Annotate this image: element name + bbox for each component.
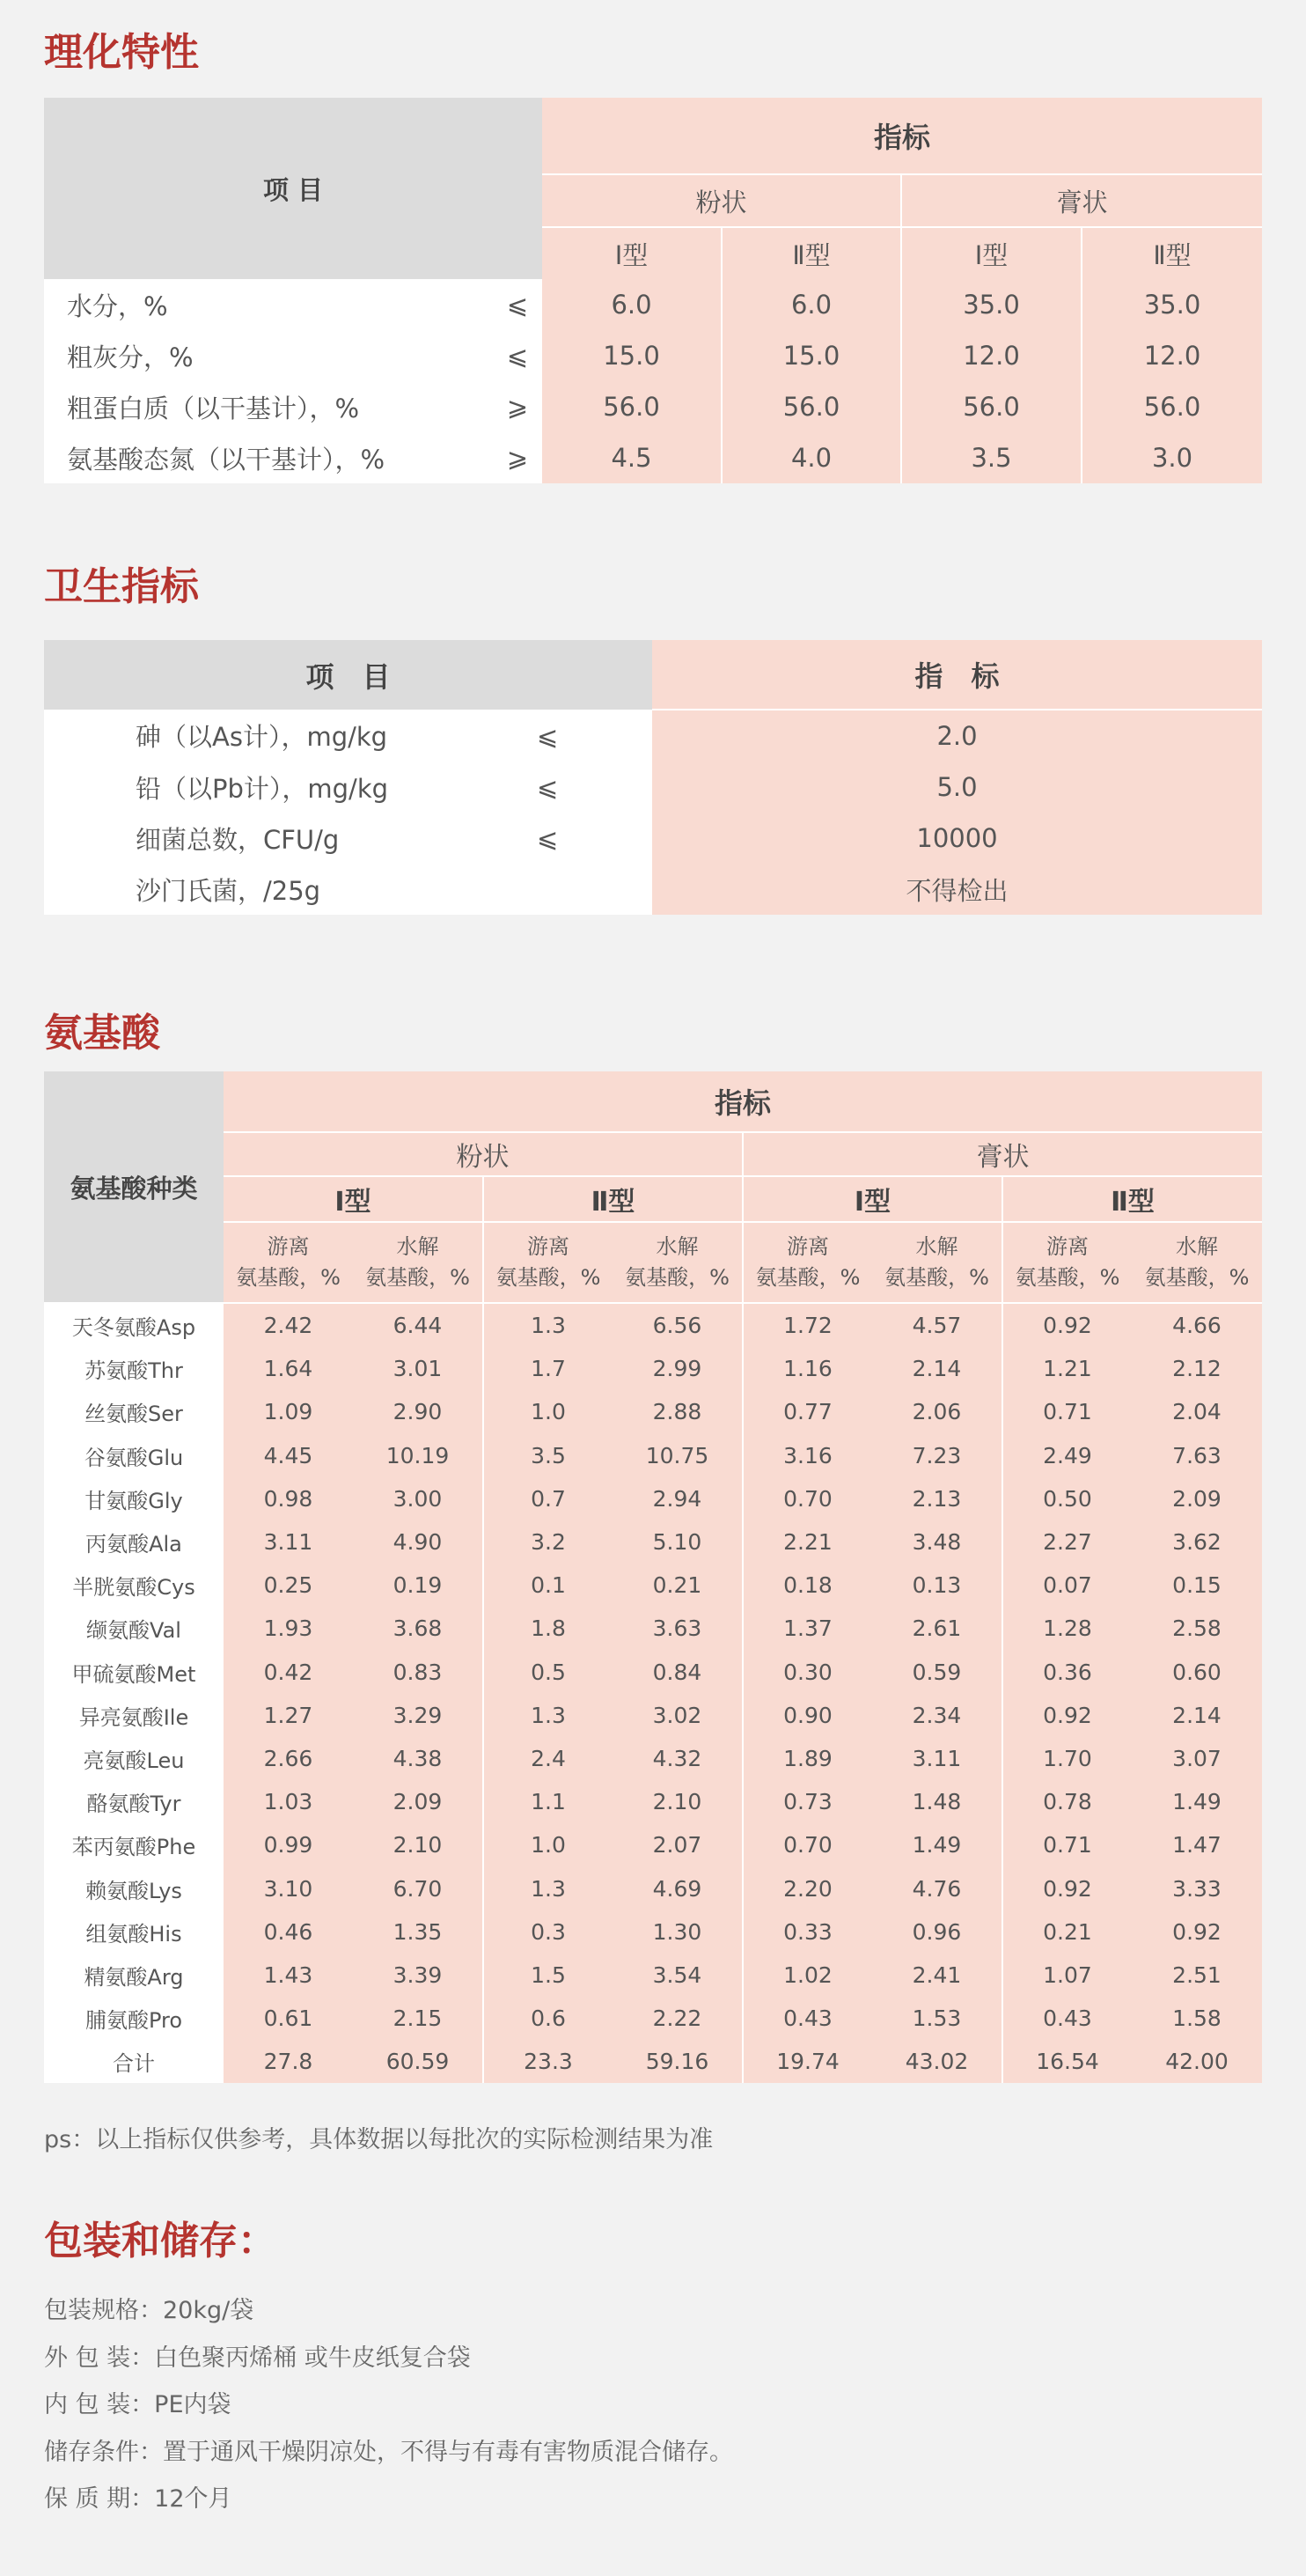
cell-value: 0.70 <box>743 1823 872 1866</box>
cell-value: 1.49 <box>1132 1780 1262 1823</box>
cell-value: 0.33 <box>743 1910 872 1954</box>
cell-value: 0.84 <box>613 1651 743 1694</box>
cell-value: 2.34 <box>872 1694 1002 1737</box>
table-row <box>44 432 1262 483</box>
row-operator <box>537 864 652 915</box>
cell-value: 3.10 <box>224 1866 353 1910</box>
cell-value: 3.11 <box>872 1737 1002 1780</box>
t1-type-header: Ⅰ型 <box>901 227 1082 279</box>
cell-value: 3.54 <box>613 1954 743 1997</box>
cell-value: 2.42 <box>224 1303 353 1347</box>
amino-acid-name: 半胱氨酸Cys <box>44 1564 224 1607</box>
cell-value: 1.70 <box>1002 1737 1132 1780</box>
t3-hydrolyzed-header <box>613 1222 743 1303</box>
amino-acid-name: 苏氨酸Thr <box>44 1347 224 1390</box>
cell-value: 12.0 <box>901 330 1082 381</box>
t2-indicator-header: 指 标 <box>652 640 1262 710</box>
cell-value: 7.63 <box>1132 1434 1262 1477</box>
section-title-physchem: 理化特性 <box>44 30 199 75</box>
cell-value: 3.5 <box>901 432 1082 483</box>
cell-value: 1.64 <box>224 1347 353 1390</box>
table-row <box>44 1780 1262 1823</box>
cell-value: 0.71 <box>1002 1823 1132 1866</box>
cell-value: 4.69 <box>613 1866 743 1910</box>
row-label: 砷（以As计），mg/kg <box>44 710 537 762</box>
header-line: 氨基酸，% <box>1015 1265 1120 1290</box>
amino-acid-name: 苯丙氨酸Phe <box>44 1823 224 1866</box>
cell-value: 6.0 <box>542 279 722 330</box>
cell-value: 56.0 <box>1082 381 1262 432</box>
t3-subheader-row <box>44 1222 1262 1303</box>
cell-value: 0.99 <box>224 1823 353 1866</box>
cell-value: 0.25 <box>224 1564 353 1607</box>
cell-value: 0.18 <box>743 1564 872 1607</box>
cell-value: 3.39 <box>353 1954 483 1997</box>
cell-value: 0.61 <box>224 1997 353 2040</box>
cell-value: 0.5 <box>483 1651 613 1694</box>
table-row <box>44 1520 1262 1564</box>
cell-value: 3.01 <box>353 1347 483 1390</box>
cell-value: 1.72 <box>743 1303 872 1347</box>
amino-acid-name: 组氨酸His <box>44 1910 224 1954</box>
row-operator: ⩾ <box>493 381 542 432</box>
amino-acid-name: 异亮氨酸Ile <box>44 1694 224 1737</box>
cell-value: 0.46 <box>224 1910 353 1954</box>
t1-body <box>44 279 1262 483</box>
cell-value: 0.71 <box>1002 1390 1132 1433</box>
cell-value: 1.09 <box>224 1390 353 1433</box>
cell-value: 2.88 <box>613 1390 743 1433</box>
cell-value: 0.21 <box>613 1564 743 1607</box>
section-title-amino: 氨基酸 <box>44 1011 160 1056</box>
cell-value: 19.74 <box>743 2040 872 2083</box>
t3-free-header <box>743 1222 872 1303</box>
cell-value: 0.6 <box>483 1997 613 2040</box>
t3-type-header: Ⅰ型 <box>743 1176 1002 1222</box>
cell-value: 1.43 <box>224 1954 353 1997</box>
cell-value: 2.51 <box>1132 1954 1262 1997</box>
footnote: ps：以上指标仅供参考，具体数据以每批次的实际检测结果为准 <box>44 2126 714 2153</box>
cell-value: 43.02 <box>872 2040 1002 2083</box>
cell-value: 2.20 <box>743 1866 872 1910</box>
amino-acid-name: 丙氨酸Ala <box>44 1520 224 1564</box>
t3-free-header <box>224 1222 353 1303</box>
cell-value: 1.28 <box>1002 1607 1132 1650</box>
amino-acid-name: 脯氨酸Pro <box>44 1997 224 2040</box>
row-operator: ⩽ <box>493 279 542 330</box>
cell-value: 0.96 <box>872 1910 1002 1954</box>
cell-value: 1.7 <box>483 1347 613 1390</box>
cell-value: 4.38 <box>353 1737 483 1780</box>
cell-value: 2.13 <box>872 1477 1002 1520</box>
cell-value: 2.66 <box>224 1737 353 1780</box>
cell-value: 15.0 <box>542 330 722 381</box>
cell-value: 3.2 <box>483 1520 613 1564</box>
row-operator: ⩽ <box>537 710 652 762</box>
cell-value: 2.12 <box>1132 1347 1262 1390</box>
cell-value: 3.48 <box>872 1520 1002 1564</box>
header-line: 氨基酸，% <box>495 1265 601 1290</box>
cell-value: 3.00 <box>353 1477 483 1520</box>
cell-value: 4.32 <box>613 1737 743 1780</box>
cell-value: 0.98 <box>224 1477 353 1520</box>
cell-value: 0.19 <box>353 1564 483 1607</box>
cell-value: 16.54 <box>1002 2040 1132 2083</box>
cell-value: 1.47 <box>1132 1823 1262 1866</box>
cell-value: 2.10 <box>613 1780 743 1823</box>
cell-value: 1.16 <box>743 1347 872 1390</box>
cell-value: 6.0 <box>722 279 901 330</box>
cell-value: 4.5 <box>542 432 722 483</box>
packaging-list <box>44 2287 733 2523</box>
cell-value: 3.16 <box>743 1434 872 1477</box>
table-row <box>44 710 1262 762</box>
cell-value: 4.45 <box>224 1434 353 1477</box>
cell-value: 42.00 <box>1132 2040 1262 2083</box>
table-row <box>44 1823 1262 1866</box>
physchem-table <box>44 98 1262 483</box>
cell-value: 5.10 <box>613 1520 743 1564</box>
t1-type-header: Ⅰ型 <box>542 227 722 279</box>
cell-value: 2.94 <box>613 1477 743 1520</box>
row-label: 铅（以Pb计），mg/kg <box>44 762 537 813</box>
table-row <box>44 1866 1262 1910</box>
table-row <box>44 864 1262 915</box>
cell-value: 6.56 <box>613 1303 743 1347</box>
cell-value: 2.4 <box>483 1737 613 1780</box>
cell-value: 0.3 <box>483 1910 613 1954</box>
cell-value: 不得检出 <box>652 864 1262 915</box>
cell-value: 7.23 <box>872 1434 1002 1477</box>
row-label: 氨基酸态氮（以干基计），% <box>44 432 493 483</box>
t1-indicator-header: 指标 <box>542 98 1262 174</box>
cell-value: 0.1 <box>483 1564 613 1607</box>
cell-value: 35.0 <box>1082 279 1262 330</box>
cell-value: 0.92 <box>1002 1303 1132 1347</box>
cell-value: 1.1 <box>483 1780 613 1823</box>
list-item: 外 包 装：白色聚丙烯桶 或牛皮纸复合袋 <box>44 2344 471 2372</box>
t1-powder-header: 粉状 <box>542 174 901 227</box>
cell-value: 0.50 <box>1002 1477 1132 1520</box>
cell-value: 0.36 <box>1002 1651 1132 1694</box>
t3-free-header <box>483 1222 613 1303</box>
t3-kind-header: 氨基酸种类 <box>44 1071 224 1303</box>
cell-value: 4.0 <box>722 432 901 483</box>
header-line: 氨基酸，% <box>884 1265 989 1290</box>
t3-hydrolyzed-header <box>872 1222 1002 1303</box>
cell-value: 12.0 <box>1082 330 1262 381</box>
cell-value: 6.70 <box>353 1866 483 1910</box>
cell-value: 1.49 <box>872 1823 1002 1866</box>
cell-value: 3.33 <box>1132 1866 1262 1910</box>
t3-type-header: Ⅱ型 <box>483 1176 743 1222</box>
header-line: 游离 <box>527 1234 569 1260</box>
cell-value: 1.21 <box>1002 1347 1132 1390</box>
cell-value: 35.0 <box>901 279 1082 330</box>
cell-value: 0.7 <box>483 1477 613 1520</box>
cell-value: 2.06 <box>872 1390 1002 1433</box>
cell-value: 2.90 <box>353 1390 483 1433</box>
t3-type-header: Ⅱ型 <box>1002 1176 1262 1222</box>
cell-value: 2.41 <box>872 1954 1002 1997</box>
cell-value: 2.21 <box>743 1520 872 1564</box>
cell-value: 1.0 <box>483 1823 613 1866</box>
section-title-packaging: 包装和储存： <box>44 2219 276 2263</box>
cell-value: 1.02 <box>743 1954 872 1997</box>
cell-value: 2.10 <box>353 1823 483 1866</box>
header-line: 游离 <box>1046 1234 1089 1260</box>
t1-type-header: Ⅱ型 <box>722 227 901 279</box>
cell-value: 6.44 <box>353 1303 483 1347</box>
header-line: 水解 <box>396 1234 439 1260</box>
cell-value: 4.66 <box>1132 1303 1262 1347</box>
amino-acid-name: 丝氨酸Ser <box>44 1390 224 1433</box>
cell-value: 5.0 <box>652 762 1262 813</box>
table-row <box>44 279 1262 330</box>
header-line: 水解 <box>915 1234 958 1260</box>
cell-value: 0.42 <box>224 1651 353 1694</box>
cell-value: 27.8 <box>224 2040 353 2083</box>
cell-value: 0.92 <box>1132 1910 1262 1954</box>
cell-value: 2.49 <box>1002 1434 1132 1477</box>
cell-value: 3.5 <box>483 1434 613 1477</box>
header-line: 水解 <box>1176 1234 1218 1260</box>
cell-value: 3.11 <box>224 1520 353 1564</box>
cell-value: 0.59 <box>872 1651 1002 1694</box>
cell-value: 1.8 <box>483 1607 613 1650</box>
table-row <box>44 1434 1262 1477</box>
cell-value: 4.76 <box>872 1866 1002 1910</box>
table-row <box>44 1737 1262 1780</box>
header-line: 氨基酸，% <box>1144 1265 1250 1290</box>
cell-value: 0.83 <box>353 1651 483 1694</box>
cell-value: 1.07 <box>1002 1954 1132 1997</box>
row-operator: ⩽ <box>537 813 652 864</box>
table-row <box>44 381 1262 432</box>
amino-acid-name: 甘氨酸Gly <box>44 1477 224 1520</box>
table-row <box>44 762 1262 813</box>
cell-value: 0.43 <box>743 1997 872 2040</box>
table-row <box>44 1303 1262 1347</box>
cell-value: 2.09 <box>1132 1477 1262 1520</box>
cell-value: 3.0 <box>1082 432 1262 483</box>
cell-value: 1.3 <box>483 1694 613 1737</box>
row-label: 水分，% <box>44 279 493 330</box>
cell-value: 0.92 <box>1002 1866 1132 1910</box>
cell-value: 1.37 <box>743 1607 872 1650</box>
amino-acid-name: 精氨酸Arg <box>44 1954 224 1997</box>
cell-value: 56.0 <box>542 381 722 432</box>
t3-paste-header: 膏状 <box>743 1132 1262 1176</box>
t3-indicator-header: 指标 <box>224 1071 1262 1132</box>
cell-value: 4.90 <box>353 1520 483 1564</box>
row-label: 粗灰分，% <box>44 330 493 381</box>
cell-value: 1.27 <box>224 1694 353 1737</box>
cell-value: 0.78 <box>1002 1780 1132 1823</box>
table-row <box>44 813 1262 864</box>
row-label: 粗蛋白质（以干基计），% <box>44 381 493 432</box>
cell-value: 1.48 <box>872 1780 1002 1823</box>
cell-value: 3.29 <box>353 1694 483 1737</box>
header-line: 游离 <box>267 1234 310 1260</box>
t3-hydrolyzed-header <box>353 1222 483 1303</box>
amino-acid-name: 缬氨酸Val <box>44 1607 224 1650</box>
cell-value: 2.14 <box>1132 1694 1262 1737</box>
t1-paste-header: 膏状 <box>901 174 1262 227</box>
cell-value: 0.60 <box>1132 1651 1262 1694</box>
hygiene-table <box>44 640 1262 915</box>
cell-value: 59.16 <box>613 2040 743 2083</box>
cell-value: 2.27 <box>1002 1520 1132 1564</box>
cell-value: 0.90 <box>743 1694 872 1737</box>
cell-value: 15.0 <box>722 330 901 381</box>
cell-value: 0.70 <box>743 1477 872 1520</box>
header-line: 氨基酸，% <box>625 1265 730 1290</box>
cell-value: 10.75 <box>613 1434 743 1477</box>
cell-value: 1.3 <box>483 1866 613 1910</box>
amino-acid-name: 赖氨酸Lys <box>44 1866 224 1910</box>
t2-item-header: 项 目 <box>44 640 652 710</box>
cell-value: 56.0 <box>901 381 1082 432</box>
cell-value: 3.68 <box>353 1607 483 1650</box>
cell-value: 2.04 <box>1132 1390 1262 1433</box>
table-row <box>44 1347 1262 1390</box>
cell-value: 3.02 <box>613 1694 743 1737</box>
row-label: 沙门氏菌，/25g <box>44 864 537 915</box>
list-item: 包装规格：20kg/袋 <box>44 2297 254 2324</box>
cell-value: 23.3 <box>483 2040 613 2083</box>
table-row <box>44 1477 1262 1520</box>
cell-value: 3.62 <box>1132 1520 1262 1564</box>
cell-value: 1.30 <box>613 1910 743 1954</box>
cell-value: 3.07 <box>1132 1737 1262 1780</box>
amino-acid-name: 甲硫氨酸Met <box>44 1651 224 1694</box>
cell-value: 0.15 <box>1132 1564 1262 1607</box>
amino-acid-name: 亮氨酸Leu <box>44 1737 224 1780</box>
cell-value: 1.3 <box>483 1303 613 1347</box>
cell-value: 1.89 <box>743 1737 872 1780</box>
row-label: 细菌总数，CFU/g <box>44 813 537 864</box>
header-line: 氨基酸，% <box>365 1265 470 1290</box>
table-row <box>44 2040 1262 2083</box>
t2-body <box>44 710 1262 915</box>
cell-value: 0.21 <box>1002 1910 1132 1954</box>
cell-value: 1.53 <box>872 1997 1002 2040</box>
cell-value: 2.09 <box>353 1780 483 1823</box>
cell-value: 1.35 <box>353 1910 483 1954</box>
table-row <box>44 1390 1262 1433</box>
cell-value: 1.0 <box>483 1390 613 1433</box>
row-operator: ⩾ <box>493 432 542 483</box>
cell-value: 1.58 <box>1132 1997 1262 2040</box>
cell-value: 2.58 <box>1132 1607 1262 1650</box>
t3-type-header: Ⅰ型 <box>224 1176 483 1222</box>
cell-value: 0.07 <box>1002 1564 1132 1607</box>
amino-acid-name: 天冬氨酸Asp <box>44 1303 224 1347</box>
cell-value: 4.57 <box>872 1303 1002 1347</box>
amino-acid-name: 酪氨酸Tyr <box>44 1780 224 1823</box>
cell-value: 1.5 <box>483 1954 613 1997</box>
list-item: 保 质 期：12个月 <box>44 2485 232 2513</box>
cell-value: 2.15 <box>353 1997 483 2040</box>
table-row <box>44 1910 1262 1954</box>
t3-powder-header: 粉状 <box>224 1132 743 1176</box>
table-row <box>44 1954 1262 1997</box>
cell-value: 3.63 <box>613 1607 743 1650</box>
section-title-hygiene: 卫生指标 <box>44 564 199 609</box>
cell-value: 2.07 <box>613 1823 743 1866</box>
header-line: 水解 <box>656 1234 699 1260</box>
t1-item-header: 项 目 <box>44 98 542 279</box>
table-row <box>44 1607 1262 1650</box>
cell-value: 0.92 <box>1002 1694 1132 1737</box>
cell-value: 0.13 <box>872 1564 1002 1607</box>
cell-value: 0.43 <box>1002 1997 1132 2040</box>
list-item: 储存条件：置于通风干燥阴凉处，不得与有毒有害物质混合储存。 <box>44 2438 733 2466</box>
cell-value: 2.61 <box>872 1607 1002 1650</box>
cell-value: 0.77 <box>743 1390 872 1433</box>
t3-body <box>44 1303 1262 2083</box>
cell-value: 10000 <box>652 813 1262 864</box>
row-operator: ⩽ <box>537 762 652 813</box>
cell-value: 10.19 <box>353 1434 483 1477</box>
cell-value: 0.30 <box>743 1651 872 1694</box>
amino-acid-name: 谷氨酸Glu <box>44 1434 224 1477</box>
cell-value: 2.99 <box>613 1347 743 1390</box>
t3-free-header <box>1002 1222 1132 1303</box>
cell-value: 0.73 <box>743 1780 872 1823</box>
cell-value: 2.22 <box>613 1997 743 2040</box>
cell-value: 56.0 <box>722 381 901 432</box>
cell-value: 1.03 <box>224 1780 353 1823</box>
table-row <box>44 1694 1262 1737</box>
t3-hydrolyzed-header <box>1132 1222 1262 1303</box>
table-row <box>44 1651 1262 1694</box>
row-operator: ⩽ <box>493 330 542 381</box>
header-line: 氨基酸，% <box>755 1265 861 1290</box>
t1-type-header: Ⅱ型 <box>1082 227 1262 279</box>
table-row <box>44 1564 1262 1607</box>
list-item: 内 包 装：PE内袋 <box>44 2391 231 2418</box>
cell-value: 2.14 <box>872 1347 1002 1390</box>
table-row <box>44 1997 1262 2040</box>
header-line: 游离 <box>787 1234 829 1260</box>
cell-value: 1.93 <box>224 1607 353 1650</box>
header-line: 氨基酸，% <box>236 1265 341 1290</box>
amino-acid-name: 合计 <box>44 2040 224 2083</box>
amino-acid-table <box>44 1071 1262 2083</box>
cell-value: 2.0 <box>652 710 1262 762</box>
table-row <box>44 330 1262 381</box>
cell-value: 60.59 <box>353 2040 483 2083</box>
